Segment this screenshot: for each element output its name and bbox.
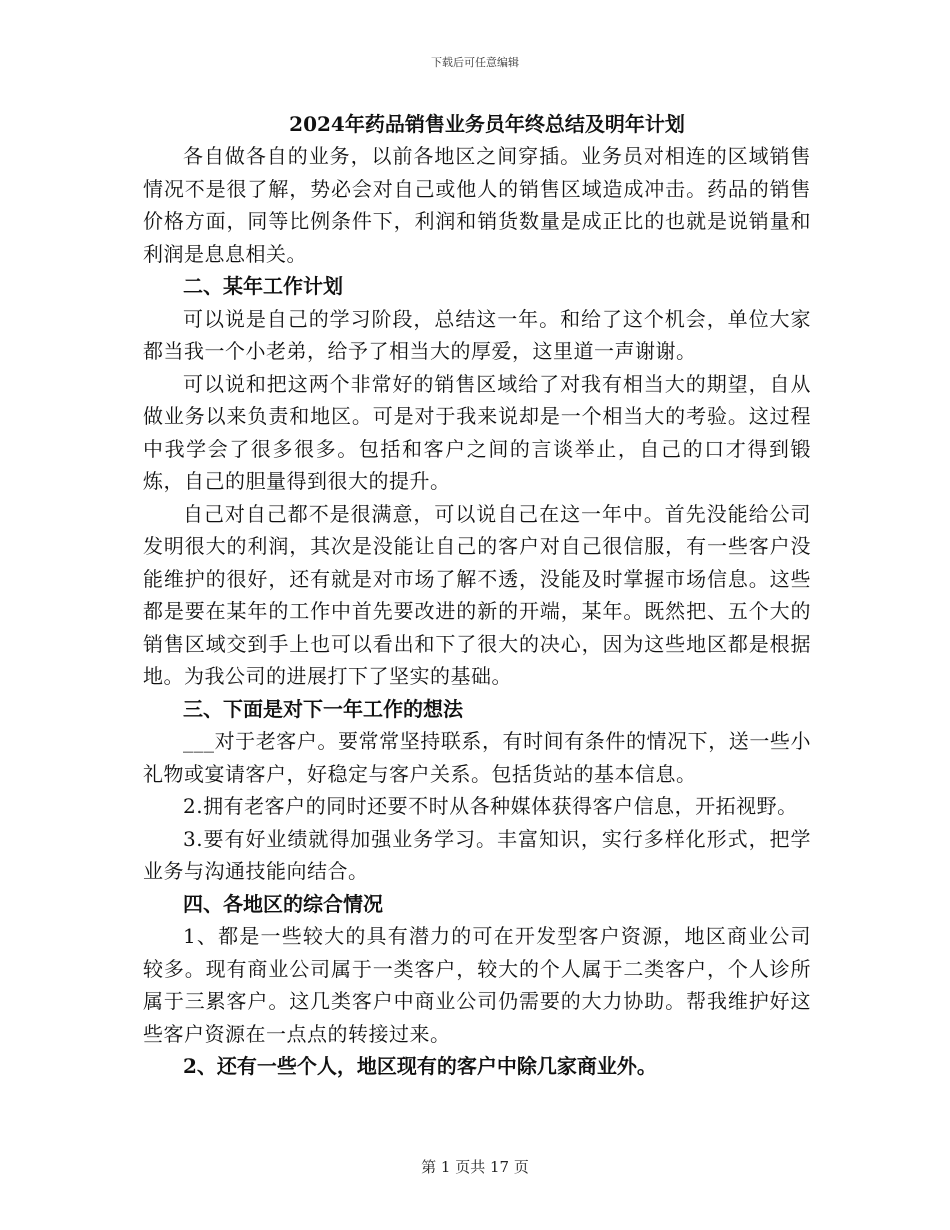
paragraph: 可以说是自己的学习阶段，总结这一年。和给了这个机会，单位大家都当我一个小老弟，给予了相当大的厚爱，这里道一声谢谢。 xyxy=(143,306,811,363)
section-heading: 二、某年工作计划 xyxy=(183,274,343,298)
page-footer: 第 1 页共 17 页 xyxy=(421,1158,529,1176)
paragraph: 各自做各自的业务，以前各地区之间穿插。业务员对相连的区域销售情况不是很了解，势必会对自己或他人的销售区域造成冲击。药品的销售价格方面，同等比例条件下，利润和销货数量是成正比的也就是说销量和利润是息息相关。 xyxy=(143,144,811,266)
paragraph: 3.要有好业绩就得加强业务学习。丰富知识，实行多样化形式，把学业务与沟通技能向结合。 xyxy=(143,826,811,883)
paragraph: 可以说和把这两个非常好的销售区域给了对我有相当大的期望，自从做业务以来负责和地区。可是对于我来说却是一个相当大的考验。这过程中我学会了很多很多。包括和客户之间的言谈举止，自己的口才得到锻炼，自己的胆量得到很大的提升。 xyxy=(143,371,811,493)
paragraph: 2.拥有老客户的同时还要不时从各种媒体获得客户信息，开拓视野。 xyxy=(183,794,798,818)
section-heading: 2、还有一些个人，地区现有的客户中除几家商业外。 xyxy=(183,1054,657,1078)
section-heading: 三、下面是对下一年工作的想法 xyxy=(183,696,463,721)
section-heading: 四、各地区的综合情况 xyxy=(183,891,383,916)
paragraph: 自己对自己都不是很满意，可以说自己在这一年中。首先没能给公司发明很大的利润，其次是没能让自己的客户对自己很信服，有一些客户没能维护的很好，还有就是对市场了解不透，没能及时掌握市场信息。这些都是要在某年的工作中首先要改进的新的开端，某年。既然把、五个大的销售区域交到手上也可以看出和下了很大的决心，因为这些地区都是根据地。为我公司的进展打下了坚实的基础。 xyxy=(143,501,811,688)
paragraph: ___对于老客户。要常常坚持联系，有时间有条件的情况下，送一些小礼物或宴请客户，好稳定与客户关系。包括货站的基本信息。 xyxy=(143,729,811,786)
paragraph: 1、都是一些较大的具有潜力的可在开发型客户资源，地区商业公司较多。现有商业公司属于一类客户，较大的个人属于二类客户，个人诊所属于三累客户。这几类客户中商业公司仍需要的大力协助。帮我维护好这些客户资源在一点点的转接过来。 xyxy=(143,924,811,1046)
document-body xyxy=(143,108,811,1083)
header-note: 下载后可任意编辑 xyxy=(431,56,519,69)
document-title: 2024年药品销售业务员年终总结及明年计划 xyxy=(289,112,685,136)
